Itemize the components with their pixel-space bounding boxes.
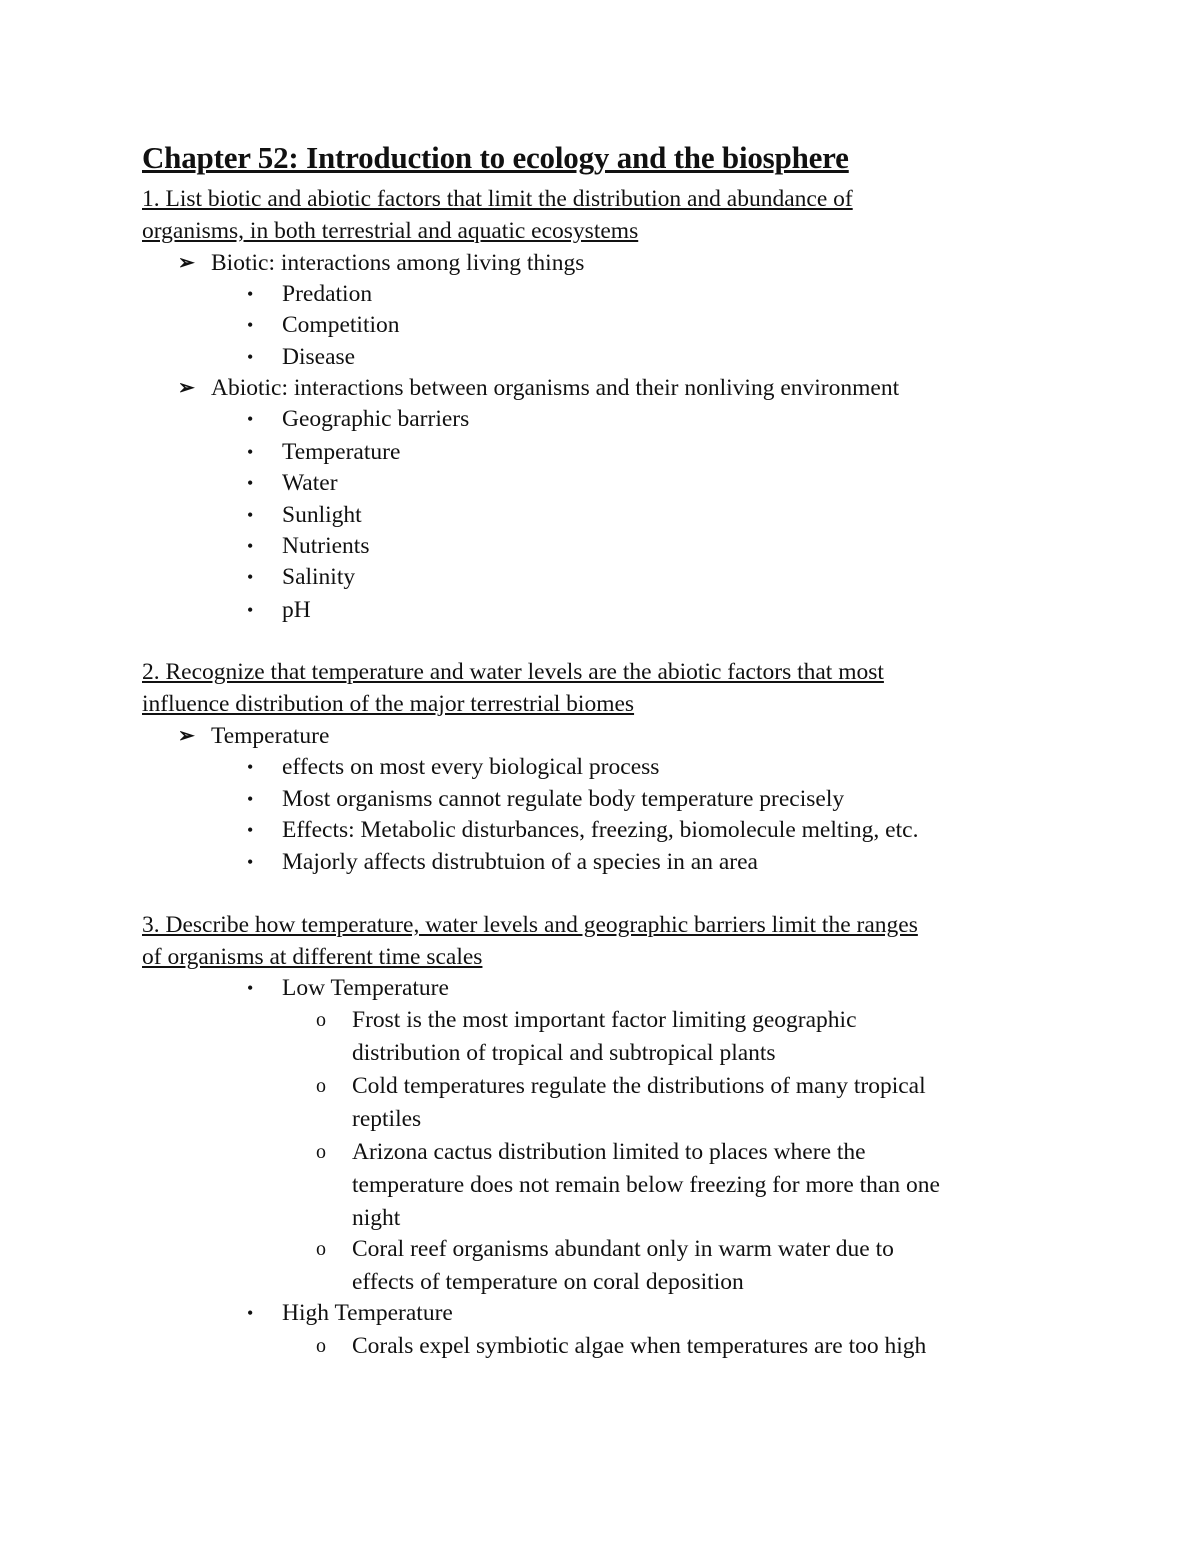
biotic-factor: Disease — [282, 344, 356, 370]
high-temp-detail-line: Corals expel symbiotic algae when temperatures are too high — [352, 1333, 927, 1359]
low-temperature-label: Low Temperature — [282, 975, 449, 1001]
section-3-heading-line2: of organisms at different time scales — [142, 944, 483, 970]
circle-bullet-icon: o — [316, 1238, 326, 1260]
circle-bullet-icon: o — [316, 1075, 326, 1097]
low-temp-detail-line: Arizona cactus distribution limited to places where the — [352, 1139, 866, 1165]
abiotic-factor: Water — [282, 470, 338, 496]
bullet-icon: • — [247, 505, 254, 525]
temperature-effect: Majorly affects distrubtuion of a species in an area — [282, 849, 758, 875]
bullet-icon: • — [247, 473, 254, 493]
bullet-icon: • — [247, 789, 254, 809]
bullet-icon: • — [247, 1303, 254, 1323]
bullet-icon: • — [247, 567, 254, 587]
low-temp-detail-line: Cold temperatures regulate the distributions of many tropical — [352, 1073, 926, 1099]
high-temperature-label: High Temperature — [282, 1300, 453, 1326]
section-2-heading — [142, 656, 1102, 720]
bullet-icon: • — [247, 852, 254, 872]
low-temp-detail-line: distribution of tropical and subtropical plants — [352, 1040, 776, 1066]
arrow-bullet-icon: ➢ — [178, 252, 195, 274]
bullet-icon: • — [247, 536, 254, 556]
biotic-label: Biotic: interactions among living things — [211, 250, 585, 276]
low-temp-detail-line: night — [352, 1205, 401, 1231]
section-1-heading — [142, 183, 1102, 247]
bullet-icon: • — [247, 442, 254, 462]
bullet-icon: • — [247, 757, 254, 777]
section-3-heading-line1: 3. Describe how temperature, water levels and geographic barriers limit the ranges — [142, 912, 918, 938]
bullet-icon: • — [247, 409, 254, 429]
bullet-icon: • — [247, 347, 254, 367]
abiotic-factor: Temperature — [282, 439, 401, 465]
biotic-factor: Competition — [282, 312, 400, 338]
abiotic-factor: Geographic barriers — [282, 406, 470, 432]
section-1-heading-line1: 1. List biotic and abiotic factors that limit the distribution and abundance of — [142, 186, 853, 212]
section-2-heading-line2: influence distribution of the major terrestrial biomes — [142, 691, 635, 717]
temperature-effect: Most organisms cannot regulate body temperature precisely — [282, 786, 845, 812]
temperature-effect: Effects: Metabolic disturbances, freezing, biomolecule melting, etc. — [282, 817, 919, 843]
section-1-heading-line2: organisms, in both terrestrial and aquatic ecosystems — [142, 218, 639, 244]
bullet-icon: • — [247, 284, 254, 304]
bullet-icon: • — [247, 315, 254, 335]
abiotic-label: Abiotic: interactions between organisms and their nonliving environment — [211, 375, 900, 401]
arrow-bullet-icon: ➢ — [178, 725, 195, 747]
low-temp-detail-line: Frost is the most important factor limiting geographic — [352, 1007, 857, 1033]
arrow-bullet-icon: ➢ — [178, 377, 195, 399]
bullet-icon: • — [247, 820, 254, 840]
low-temp-detail-line: temperature does not remain below freezing for more than one — [352, 1172, 940, 1198]
section-3-heading — [142, 909, 1102, 973]
circle-bullet-icon: o — [316, 1009, 326, 1031]
circle-bullet-icon: o — [316, 1335, 326, 1357]
temperature-label: Temperature — [211, 723, 330, 749]
circle-bullet-icon: o — [316, 1141, 326, 1163]
abiotic-factor: Sunlight — [282, 502, 362, 528]
abiotic-factor: Salinity — [282, 564, 356, 590]
section-2-heading-line1: 2. Recognize that temperature and water levels are the abiotic factors that most — [142, 659, 884, 685]
low-temp-detail-line: effects of temperature on coral deposition — [352, 1269, 744, 1295]
biotic-factor: Predation — [282, 281, 373, 307]
bullet-icon: • — [247, 600, 254, 620]
temperature-effect: effects on most every biological process — [282, 754, 660, 780]
low-temp-detail-line: reptiles — [352, 1106, 422, 1132]
page-title: Chapter 52: Introduction to ecology and the biosphere — [142, 140, 849, 175]
abiotic-factor: Nutrients — [282, 533, 370, 559]
bullet-icon: • — [247, 978, 254, 998]
abiotic-factor: pH — [282, 597, 311, 623]
low-temp-detail-line: Coral reef organisms abundant only in warm water due to — [352, 1236, 894, 1262]
